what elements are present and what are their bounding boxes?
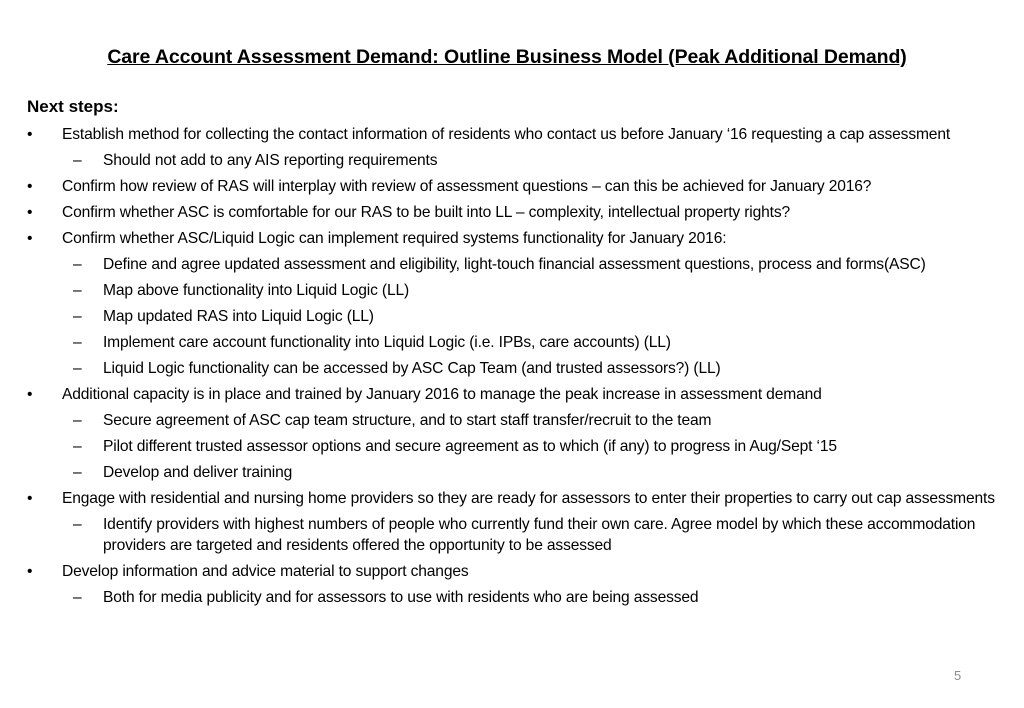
sub-bullet-item	[27, 280, 1014, 301]
slide-title: Care Account Assessment Demand: Outline Business Model (Peak Additional Demand)	[107, 46, 907, 68]
dash-icon: –	[73, 360, 82, 377]
dash-icon: –	[73, 152, 82, 169]
sub-bullet-text: Implement care account functionality into Liquid Logic (i.e. IPBs, care accounts) (LL)	[103, 334, 671, 351]
dash-icon: –	[73, 334, 82, 351]
sub-bullet-text: Should not add to any AIS reporting requirements	[103, 152, 438, 169]
sub-bullet-text: Map above functionality into Liquid Logic (LL)	[103, 282, 410, 299]
sub-bullet-item	[27, 587, 1014, 608]
sub-bullet-text: Identify providers with highest numbers of people who currently fund their own care. Agree model by which these accommodation providers are targeted and residents offered the opportunity to be assessed	[103, 516, 976, 554]
next-steps-heading: Next steps:	[27, 97, 119, 116]
bullet-item	[27, 384, 1002, 405]
sub-bullet-item	[27, 358, 1014, 379]
bullet-icon: •	[27, 178, 33, 195]
next-steps-list	[27, 124, 1002, 613]
sub-bullet-text: Define and agree updated assessment and eligibility, light-touch financial assessment questions, process and forms(ASC)	[103, 256, 926, 273]
bullet-text: Additional capacity is in place and trained by January 2016 to manage the peak increase in assessment demand	[62, 386, 822, 403]
bullet-item	[27, 488, 1002, 509]
bullet-item	[27, 124, 1002, 145]
page-number: 5	[954, 668, 962, 683]
sub-bullet-item	[27, 462, 1014, 483]
dash-icon: –	[73, 412, 82, 429]
dash-icon: –	[73, 589, 82, 606]
sub-bullet-text: Map updated RAS into Liquid Logic (LL)	[103, 308, 374, 325]
dash-icon: –	[73, 438, 82, 455]
bullet-text: Engage with residential and nursing home providers so they are ready for assessors to enter their properties to carry out cap assessments	[62, 490, 995, 507]
sub-bullet-text: Develop and deliver training	[103, 464, 293, 481]
sub-bullet-text: Both for media publicity and for assessors to use with residents who are being assessed	[103, 589, 699, 606]
dash-icon: –	[73, 282, 82, 299]
sub-bullet-text: Pilot different trusted assessor options and secure agreement as to which (if any) to progress in Aug/Sept ‘15	[103, 438, 837, 455]
bullet-text: Develop information and advice material to support changes	[62, 563, 469, 580]
bullet-icon: •	[27, 386, 33, 403]
sub-bullet-item	[27, 332, 1014, 353]
dash-icon: –	[73, 308, 82, 325]
bullet-text: Confirm whether ASC is comfortable for our RAS to be built into LL – complexity, intellectual property rights?	[62, 204, 791, 221]
bullet-item	[27, 202, 1002, 223]
bullet-icon: •	[27, 490, 33, 507]
sub-bullet-text: Liquid Logic functionality can be accessed by ASC Cap Team (and trusted assessors?) (LL)	[103, 360, 721, 377]
dash-icon: –	[73, 256, 82, 273]
sub-bullet-item	[27, 410, 1014, 431]
bullet-icon: •	[27, 563, 33, 580]
bullet-item	[27, 176, 1002, 197]
bullet-item	[27, 228, 1002, 249]
dash-icon: –	[73, 516, 82, 533]
sub-bullet-item	[27, 254, 1014, 275]
bullet-icon: •	[27, 230, 33, 247]
bullet-icon: •	[27, 204, 33, 221]
sub-bullet-item	[27, 436, 1014, 457]
sub-bullet-text: Secure agreement of ASC cap team structure, and to start staff transfer/recruit to the team	[103, 412, 712, 429]
bullet-text: Establish method for collecting the contact information of residents who contact us before January ‘16 requesting a cap assessment	[62, 126, 951, 143]
sub-bullet-item	[27, 514, 1014, 556]
bullet-text: Confirm how review of RAS will interplay with review of assessment questions – can this be achieved for January 2016?	[62, 178, 872, 195]
sub-bullet-item	[27, 150, 1014, 171]
bullet-icon: •	[27, 126, 33, 143]
bullet-item	[27, 561, 1002, 582]
dash-icon: –	[73, 464, 82, 481]
bullet-text: Confirm whether ASC/Liquid Logic can implement required systems functionality for January 2016:	[62, 230, 727, 247]
sub-bullet-item	[27, 306, 1014, 327]
